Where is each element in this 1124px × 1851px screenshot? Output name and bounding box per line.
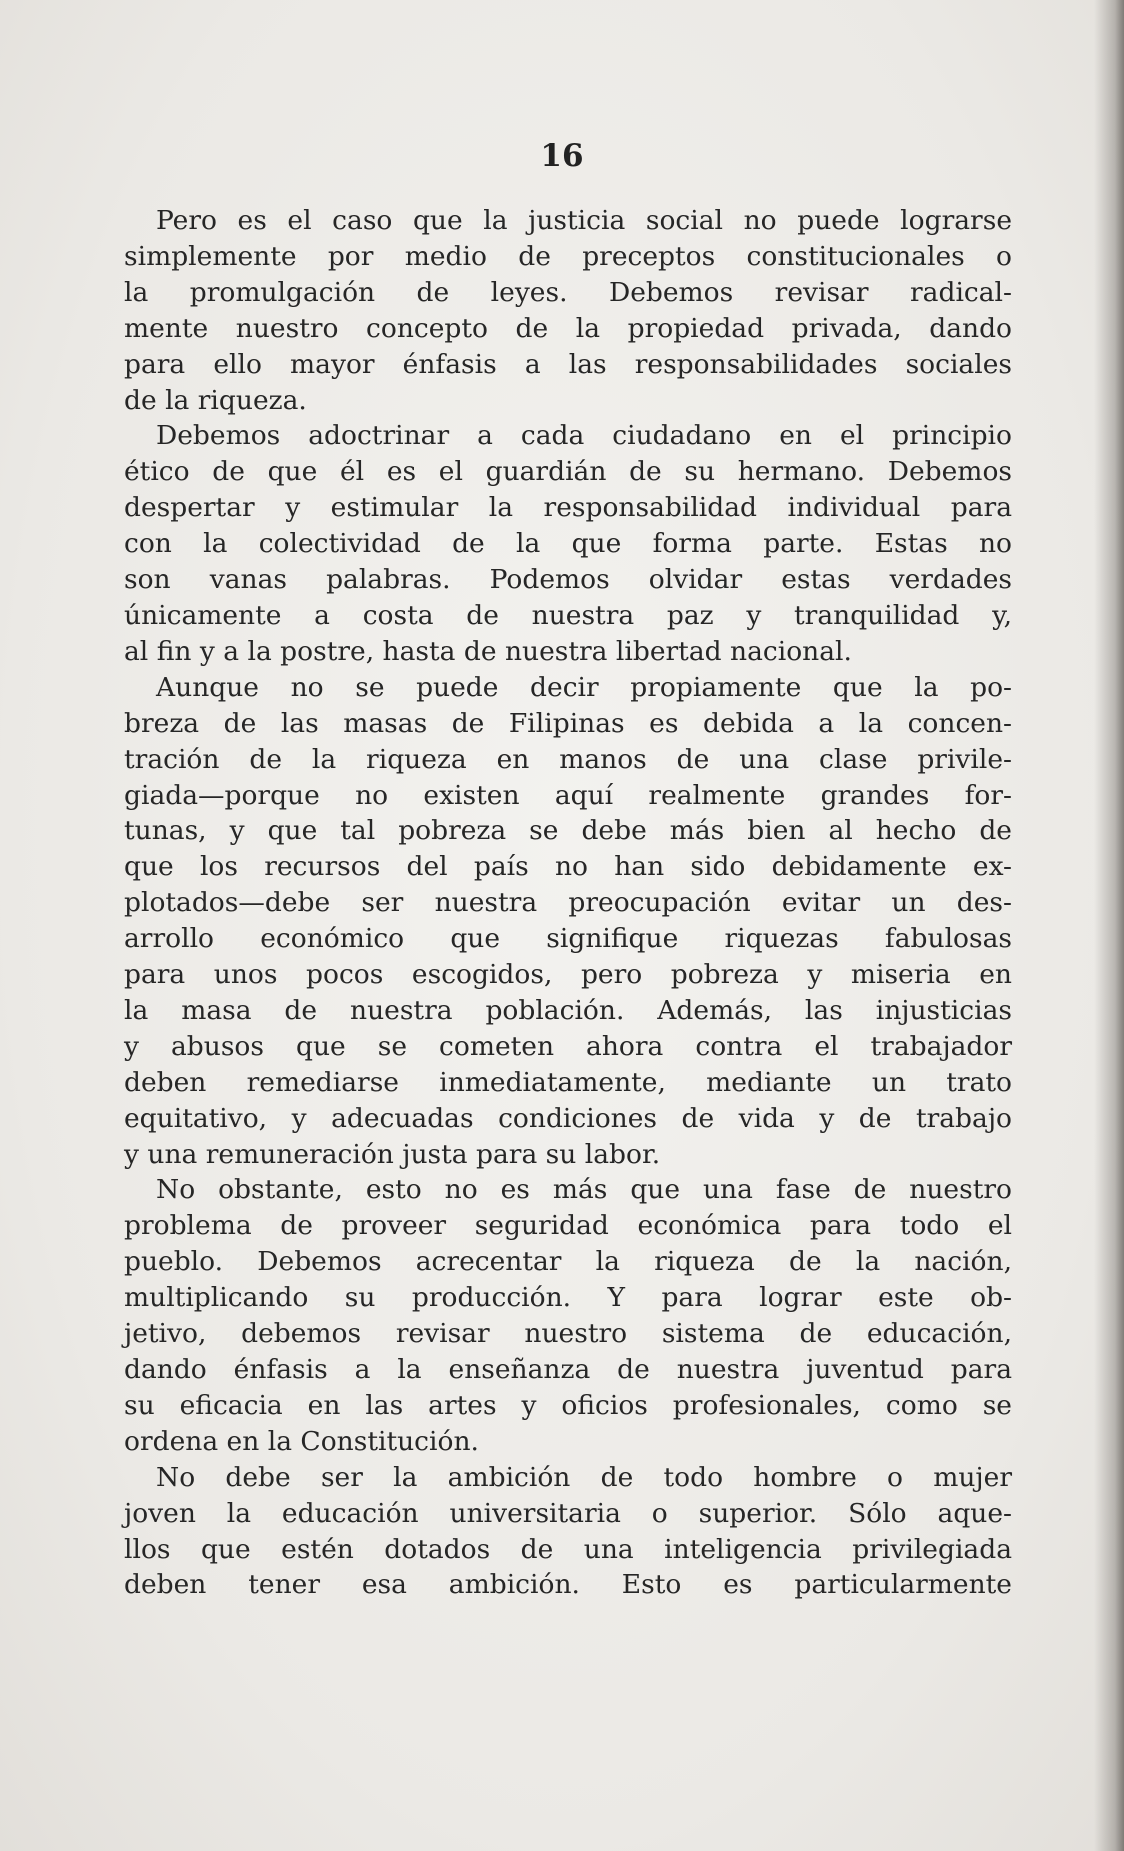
text-line: para unos pocos escogidos, pero pobreza y miseria en bbox=[124, 959, 1012, 991]
text-line: ético de que él es el guardián de su hermano. Debemos bbox=[124, 456, 1012, 488]
text-line: son vanas palabras. Podemos olvidar estas verdades bbox=[124, 564, 1012, 596]
text-line: giada—porque no existen aquí realmente grandes for- bbox=[124, 779, 1012, 811]
text-line: para ello mayor énfasis a las responsabilidades sociales bbox=[124, 348, 1012, 380]
body-text bbox=[124, 203, 1012, 1603]
text-line: y abusos que se cometen ahora contra el trabajador bbox=[124, 1030, 1012, 1062]
text-line: mente nuestro concepto de la propiedad privada, dando bbox=[124, 312, 1012, 344]
text-line: tunas, y que tal pobreza se debe más bien al hecho de bbox=[124, 815, 1012, 847]
paragraph-5 bbox=[124, 1460, 1012, 1604]
text-line: simplemente por medio de preceptos constitucionales o bbox=[124, 240, 1012, 272]
text-line: llos que estén dotados de una inteligencia privilegiada bbox=[124, 1533, 1012, 1565]
text-line: jetivo, debemos revisar nuestro sistema de educación, bbox=[124, 1318, 1012, 1350]
text-line: problema de proveer seguridad económica para todo el bbox=[124, 1210, 1012, 1242]
text-line: ordena en la Constitución. bbox=[124, 1425, 479, 1457]
text-line: multiplicando su producción. Y para lograr este ob- bbox=[124, 1282, 1012, 1314]
page-edge-shadow bbox=[1094, 0, 1124, 1851]
text-line: deben tener esa ambición. Esto es particularmente bbox=[124, 1569, 1012, 1601]
text-line: plotados—debe ser nuestra preocupación evitar un des- bbox=[124, 887, 1012, 919]
text-line: al fin y a la postre, hasta de nuestra libertad nacional. bbox=[124, 635, 852, 667]
paragraph-1 bbox=[124, 203, 1012, 418]
text-line: la promulgación de leyes. Debemos revisar radical- bbox=[124, 276, 1012, 308]
text-line: equitativo, y adecuadas condiciones de vida y de trabajo bbox=[124, 1102, 1012, 1134]
text-line: arrollo económico que signifique riquezas fabulosas bbox=[124, 923, 1012, 955]
text-line: deben remediarse inmediatamente, mediante un trato bbox=[124, 1066, 1012, 1098]
text-line: que los recursos del país no han sido debidamente ex- bbox=[124, 851, 1012, 883]
paragraph-2 bbox=[124, 418, 1012, 669]
text-line: la masa de nuestra población. Además, las injusticias bbox=[124, 994, 1012, 1026]
text-line: dando énfasis a la enseñanza de nuestra juventud para bbox=[124, 1354, 1012, 1385]
text-line: Aunque no se puede decir propiamente que la po- bbox=[156, 671, 1012, 703]
text-line: de la riqueza. bbox=[124, 384, 307, 416]
paragraph-3 bbox=[124, 670, 1012, 1173]
text-line: No debe ser la ambición de todo hombre o mujer bbox=[156, 1461, 1012, 1493]
text-line: tración de la riqueza en manos de una clase privile- bbox=[124, 743, 1012, 775]
text-line: joven la educación universitaria o superior. Sólo aque- bbox=[124, 1497, 1012, 1529]
paragraph-4 bbox=[124, 1172, 1012, 1459]
text-line: Pero es el caso que la justicia social no puede lograrse bbox=[156, 205, 1012, 236]
text-line: únicamente a costa de nuestra paz y tranquilidad y, bbox=[124, 599, 1012, 631]
text-line: con la colectividad de la que forma parte. Estas no bbox=[124, 528, 1012, 560]
text-line: y una remuneración justa para su labor. bbox=[124, 1138, 661, 1170]
text-line: breza de las masas de Filipinas es debida a la concen- bbox=[124, 707, 1012, 739]
text-line: Debemos adoctrinar a cada ciudadano en el principio bbox=[156, 420, 1012, 452]
page-number: 16 bbox=[540, 138, 584, 174]
text-line: No obstante, esto no es más que una fase de nuestro bbox=[156, 1174, 1012, 1206]
text-line: su eficacia en las artes y oficios profesionales, como se bbox=[124, 1389, 1012, 1421]
text-line: pueblo. Debemos acrecentar la riqueza de la nación, bbox=[124, 1246, 1012, 1278]
text-line: despertar y estimular la responsabilidad individual para bbox=[124, 492, 1012, 524]
